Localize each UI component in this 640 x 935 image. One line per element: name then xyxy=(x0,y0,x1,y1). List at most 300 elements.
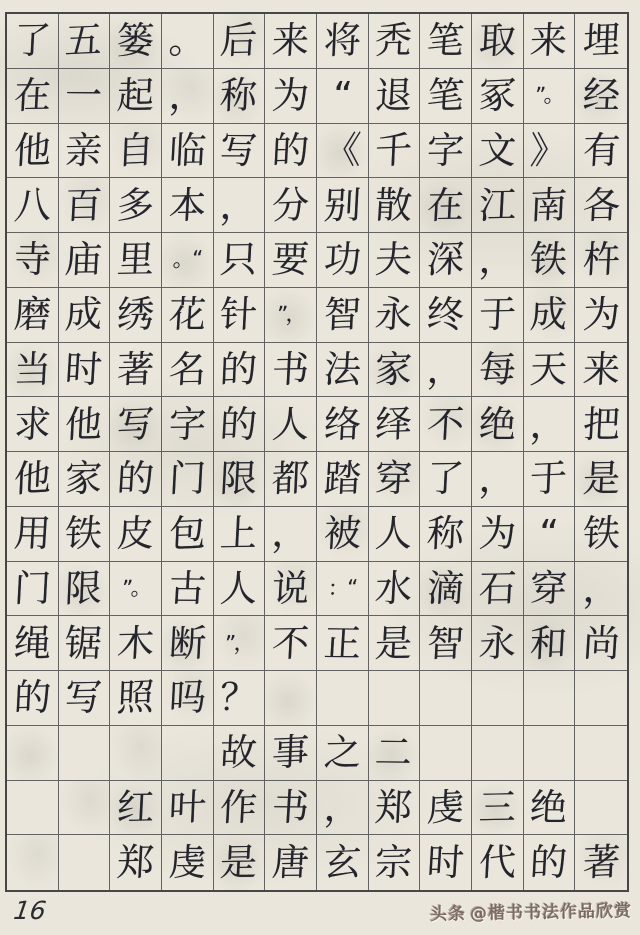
grid-cell xyxy=(214,452,266,507)
grid-cell xyxy=(317,781,369,836)
handwritten-character: 书 xyxy=(270,785,311,830)
handwritten-character: 在 xyxy=(12,73,52,118)
grid-cell xyxy=(472,616,524,671)
grid-cell xyxy=(59,233,111,288)
handwritten-character: ， xyxy=(477,238,517,282)
handwritten-character: 铁 xyxy=(529,238,569,282)
handwritten-character: 在 xyxy=(426,183,466,227)
handwritten-character: ？ xyxy=(219,676,259,720)
grid-cell xyxy=(472,452,524,507)
grid-cell xyxy=(162,616,214,671)
grid-cell xyxy=(162,14,214,69)
grid-cell xyxy=(420,178,472,233)
handwritten-character: 杵 xyxy=(581,238,621,282)
grid-cell xyxy=(265,233,317,288)
handwritten-character: 红 xyxy=(116,785,156,830)
handwritten-character: 铁 xyxy=(64,511,104,556)
grid-cell xyxy=(265,562,317,617)
handwritten-character: 人 xyxy=(374,511,414,556)
handwritten-character: “ xyxy=(331,74,354,118)
handwritten-character: 郑 xyxy=(374,785,414,830)
handwritten-character: 他 xyxy=(12,128,52,173)
handwritten-character: ”， xyxy=(224,630,254,656)
grid-cell xyxy=(214,835,266,890)
handwritten-character: 称 xyxy=(426,511,466,556)
handwritten-character: 庙 xyxy=(64,238,104,282)
handwritten-character: 后 xyxy=(219,19,259,63)
handwritten-character: 虔 xyxy=(426,785,466,830)
grid-cell xyxy=(7,726,59,781)
grid-cell xyxy=(317,288,369,343)
handwritten-character: 正 xyxy=(322,621,363,665)
grid-cell xyxy=(59,562,111,617)
handwritten-character: 人 xyxy=(219,566,259,611)
grid-cell xyxy=(110,233,162,288)
handwritten-character: “ xyxy=(538,512,560,556)
grid-cell xyxy=(575,616,627,671)
handwritten-character: 当 xyxy=(12,347,52,392)
handwritten-character: 是 xyxy=(374,621,414,665)
handwritten-character: 的 xyxy=(12,676,52,720)
handwritten-character: 绝 xyxy=(529,785,569,830)
grid-cell xyxy=(265,397,317,452)
grid-cell xyxy=(7,616,59,671)
handwritten-character: ， xyxy=(581,566,621,611)
grid-cell xyxy=(162,397,214,452)
grid-cell xyxy=(7,397,59,452)
grid-cell xyxy=(59,452,111,507)
handwritten-character: 三 xyxy=(477,785,517,830)
grid-cell xyxy=(524,726,576,781)
handwritten-character: 起 xyxy=(116,73,156,118)
grid-cell xyxy=(162,562,214,617)
grid-cell xyxy=(472,178,524,233)
handwritten-character: 玄 xyxy=(322,840,362,885)
calligraphy-grid xyxy=(5,12,629,892)
grid-cell xyxy=(369,671,421,726)
handwritten-character: 亲 xyxy=(64,128,104,173)
handwritten-character: 说 xyxy=(271,566,311,611)
grid-cell xyxy=(162,507,214,562)
handwritten-character: 络 xyxy=(322,402,362,446)
handwritten-character: 限 xyxy=(64,566,104,611)
grid-cell xyxy=(317,124,369,179)
handwritten-character: 作 xyxy=(219,785,259,830)
handwritten-character: 他 xyxy=(12,456,52,502)
handwritten-character: 分 xyxy=(271,182,311,228)
grid-cell xyxy=(575,452,627,507)
grid-cell xyxy=(59,69,111,124)
grid-cell xyxy=(369,726,421,781)
grid-cell xyxy=(110,507,162,562)
grid-cell xyxy=(7,452,59,507)
grid-cell xyxy=(265,343,317,398)
handwritten-character: 南 xyxy=(529,182,569,228)
handwritten-character: 尚 xyxy=(581,621,621,665)
grid-cell xyxy=(110,452,162,507)
grid-cell xyxy=(524,781,576,836)
handwritten-character: 智 xyxy=(426,621,466,665)
grid-cell xyxy=(59,616,111,671)
handwritten-character: 水 xyxy=(374,566,414,611)
handwritten-character: 江 xyxy=(477,183,517,227)
handwritten-character: 千 xyxy=(374,128,414,173)
grid-cell xyxy=(472,69,524,124)
grid-cell xyxy=(369,288,421,343)
handwritten-character: 笔 xyxy=(425,19,466,63)
handwritten-character: 二 xyxy=(374,730,414,775)
grid-cell xyxy=(59,14,111,69)
grid-cell xyxy=(369,835,421,890)
grid-cell xyxy=(110,562,162,617)
handwritten-character: 踏 xyxy=(322,457,362,501)
grid-cell xyxy=(265,726,317,781)
handwritten-character: ”。 xyxy=(534,82,564,108)
grid-cell xyxy=(317,343,369,398)
grid-cell xyxy=(369,452,421,507)
watermark-brand-label: 头条 xyxy=(429,904,467,925)
grid-cell xyxy=(59,397,111,452)
grid-cell xyxy=(110,343,162,398)
handwritten-character: 锯 xyxy=(64,621,104,665)
grid-cell xyxy=(369,507,421,562)
handwritten-character: 名 xyxy=(167,347,207,392)
handwritten-character: 石 xyxy=(477,566,517,611)
grid-cell xyxy=(317,178,369,233)
handwritten-character: 的 xyxy=(271,128,311,173)
grid-cell xyxy=(214,124,266,179)
handwritten-character: 包 xyxy=(167,511,207,556)
grid-cell xyxy=(59,288,111,343)
grid-cell xyxy=(575,178,627,233)
grid-cell xyxy=(7,288,59,343)
grid-cell xyxy=(110,397,162,452)
grid-cell xyxy=(265,616,317,671)
handwritten-character: 了 xyxy=(426,457,466,501)
handwritten-character: 和 xyxy=(529,621,569,665)
grid-cell xyxy=(317,835,369,890)
handwritten-character: ， xyxy=(529,402,569,446)
grid-cell xyxy=(265,835,317,890)
handwritten-character: 宗 xyxy=(374,840,414,885)
grid-cell xyxy=(59,671,111,726)
handwritten-character: ”， xyxy=(276,301,306,327)
grid-cell xyxy=(7,343,59,398)
handwritten-character: 寺 xyxy=(12,238,53,282)
grid-cell xyxy=(265,288,317,343)
grid-cell xyxy=(472,288,524,343)
grid-cell xyxy=(162,671,214,726)
grid-cell xyxy=(369,233,421,288)
grid-cell xyxy=(214,671,266,726)
handwritten-character: 的 xyxy=(115,457,156,501)
grid-cell xyxy=(575,507,627,562)
handwritten-character: 门 xyxy=(12,566,52,611)
handwritten-character: 散 xyxy=(374,183,414,227)
handwritten-character: 写 xyxy=(64,676,104,720)
grid-cell xyxy=(162,69,214,124)
grid-cell xyxy=(472,781,524,836)
grid-cell xyxy=(575,14,627,69)
grid-cell xyxy=(575,69,627,124)
handwritten-character: ， xyxy=(270,511,311,556)
handwritten-character: 要 xyxy=(270,238,311,282)
handwritten-character: 绝 xyxy=(477,402,518,446)
handwritten-character: 成 xyxy=(64,292,104,337)
grid-cell xyxy=(472,233,524,288)
grid-cell xyxy=(265,69,317,124)
handwritten-character: 经 xyxy=(581,73,621,118)
handwritten-character: 铁 xyxy=(581,511,621,556)
grid-cell xyxy=(524,124,576,179)
grid-cell xyxy=(59,781,111,836)
grid-cell xyxy=(575,397,627,452)
grid-cell xyxy=(265,124,317,179)
handwritten-character: 临 xyxy=(167,128,207,173)
handwritten-character: 人 xyxy=(271,402,311,446)
grid-cell xyxy=(214,562,266,617)
grid-cell xyxy=(575,671,627,726)
grid-cell xyxy=(265,452,317,507)
handwritten-character: 著 xyxy=(116,347,156,392)
handwritten-character: 用 xyxy=(12,511,53,556)
handwritten-character: 皮 xyxy=(116,511,156,556)
grid-cell xyxy=(162,452,214,507)
grid-cell xyxy=(110,726,162,781)
handwritten-character: 篓 xyxy=(116,19,156,63)
handwritten-character: 滴 xyxy=(425,566,466,611)
handwritten-character: 。 xyxy=(167,19,208,63)
grid-cell xyxy=(162,288,214,343)
handwritten-character: 为 xyxy=(271,73,311,118)
grid-cell xyxy=(524,562,576,617)
handwritten-character: 代 xyxy=(477,840,517,885)
handwritten-character: 八 xyxy=(12,182,52,228)
grid-cell xyxy=(420,726,472,781)
grid-cell xyxy=(59,178,111,233)
handwritten-character: 时 xyxy=(64,347,104,392)
handwritten-character: 每 xyxy=(477,347,517,392)
grid-cell xyxy=(59,124,111,179)
handwritten-character: 是 xyxy=(219,840,259,885)
handwritten-character: 文 xyxy=(477,128,518,173)
grid-cell xyxy=(420,233,472,288)
grid-cell xyxy=(524,397,576,452)
grid-cell xyxy=(59,726,111,781)
grid-cell xyxy=(420,562,472,617)
handwritten-character: 他 xyxy=(64,402,104,446)
grid-cell xyxy=(420,835,472,890)
grid-cell xyxy=(575,343,627,398)
grid-cell xyxy=(317,397,369,452)
handwritten-character: 五 xyxy=(64,18,104,64)
grid-cell xyxy=(162,835,214,890)
grid-cell xyxy=(317,671,369,726)
grid-cell xyxy=(317,562,369,617)
handwritten-character: 家 xyxy=(374,347,414,392)
handwritten-character: ， xyxy=(426,347,466,392)
grid-cell xyxy=(214,726,266,781)
handwritten-character: 《 xyxy=(322,128,362,173)
grid-cell xyxy=(214,343,266,398)
handwritten-character: 磨 xyxy=(12,292,52,337)
grid-cell xyxy=(265,178,317,233)
grid-cell xyxy=(575,562,627,617)
handwritten-character: 都 xyxy=(271,456,311,502)
handwritten-character: 一 xyxy=(64,73,104,118)
handwritten-character: 写 xyxy=(219,128,259,173)
handwritten-character: 字 xyxy=(426,128,466,173)
handwritten-character: 。“ xyxy=(172,246,202,272)
handwritten-character: 深 xyxy=(426,237,466,283)
grid-cell xyxy=(110,781,162,836)
handwritten-character: 被 xyxy=(322,511,362,556)
handwritten-character: 》 xyxy=(529,128,569,173)
handwritten-character: ， xyxy=(322,785,362,830)
handwritten-character: 书 xyxy=(271,347,311,392)
handwritten-character: 郑 xyxy=(116,840,156,885)
grid-cell xyxy=(420,124,472,179)
grid-cell xyxy=(110,14,162,69)
grid-cell xyxy=(472,397,524,452)
handwritten-character: 将 xyxy=(322,18,362,64)
handwritten-character: 的 xyxy=(219,402,259,446)
grid-cell xyxy=(524,288,576,343)
grid-cell xyxy=(162,233,214,288)
grid-cell xyxy=(162,726,214,781)
grid-cell xyxy=(420,616,472,671)
handwritten-character: 叶 xyxy=(167,785,207,830)
handwritten-character: 称 xyxy=(219,73,259,118)
handwritten-character: 不 xyxy=(426,402,466,446)
handwritten-character: ”。 xyxy=(121,575,151,601)
grid-cell xyxy=(369,616,421,671)
grid-cell xyxy=(7,178,59,233)
page-number: 16 xyxy=(11,896,48,925)
grid-cell xyxy=(7,781,59,836)
handwritten-character: 虔 xyxy=(167,840,208,885)
grid-cell xyxy=(7,835,59,890)
handwritten-character: 字 xyxy=(167,402,207,446)
grid-cell xyxy=(524,14,576,69)
grid-cell xyxy=(472,124,524,179)
grid-cell xyxy=(524,671,576,726)
handwritten-character: 针 xyxy=(219,292,259,337)
grid-cell xyxy=(472,671,524,726)
handwritten-character: 各 xyxy=(581,183,621,227)
grid-cell xyxy=(524,178,576,233)
grid-cell xyxy=(575,233,627,288)
handwritten-character: 是 xyxy=(581,457,621,501)
grid-cell xyxy=(524,343,576,398)
handwritten-character: 花 xyxy=(167,292,208,337)
handwritten-character: 多 xyxy=(115,183,156,227)
handwritten-character: 来 xyxy=(581,347,621,392)
handwritten-character: 为 xyxy=(477,511,517,556)
grid-cell xyxy=(317,14,369,69)
grid-cell xyxy=(369,562,421,617)
grid-cell xyxy=(7,14,59,69)
grid-cell xyxy=(110,124,162,179)
grid-cell xyxy=(524,835,576,890)
handwritten-character: 时 xyxy=(425,840,466,885)
grid-cell xyxy=(265,507,317,562)
grid-cell xyxy=(369,178,421,233)
grid-cell xyxy=(369,397,421,452)
grid-cell xyxy=(524,69,576,124)
grid-cell xyxy=(265,14,317,69)
grid-cell xyxy=(369,14,421,69)
grid-cell xyxy=(265,781,317,836)
handwritten-character: 秃 xyxy=(374,19,414,63)
grid-cell xyxy=(575,288,627,343)
grid-cell xyxy=(524,452,576,507)
handwritten-character: 终 xyxy=(425,292,466,337)
handwritten-character: 穿 xyxy=(529,566,569,611)
watermark-account-label: @楷书书法作品欣赏 xyxy=(469,901,633,925)
grid-cell xyxy=(420,343,472,398)
grid-cell xyxy=(110,671,162,726)
handwritten-character: 于 xyxy=(529,456,569,502)
grid-cell xyxy=(420,671,472,726)
grid-cell xyxy=(317,616,369,671)
grid-cell xyxy=(472,343,524,398)
handwritten-character: 于 xyxy=(477,292,517,337)
grid-cell xyxy=(7,507,59,562)
grid-cell xyxy=(524,616,576,671)
grid-cell xyxy=(59,343,111,398)
handwritten-character: 永 xyxy=(477,620,517,666)
grid-cell xyxy=(59,507,111,562)
handwritten-character: 绣 xyxy=(116,292,156,337)
grid-cell xyxy=(575,124,627,179)
handwritten-character: 只 xyxy=(219,238,259,282)
handwritten-character: 的 xyxy=(529,840,569,885)
grid-cell xyxy=(420,69,472,124)
grid-cell xyxy=(214,288,266,343)
grid-cell xyxy=(7,233,59,288)
grid-cell xyxy=(317,452,369,507)
handwritten-character: 退 xyxy=(374,73,414,118)
handwritten-character: 别 xyxy=(322,183,362,227)
grid-cell xyxy=(7,69,59,124)
handwritten-character: 木 xyxy=(116,621,156,665)
handwritten-character: 写 xyxy=(116,401,156,447)
grid-cell xyxy=(420,507,472,562)
handwritten-character: 穿 xyxy=(374,457,414,501)
grid-cell xyxy=(110,288,162,343)
grid-cell xyxy=(420,781,472,836)
handwritten-character: 限 xyxy=(219,457,259,501)
grid-cell xyxy=(369,124,421,179)
handwritten-character: 取 xyxy=(477,19,517,63)
handwritten-character: 笔 xyxy=(426,73,466,118)
grid-cell xyxy=(214,233,266,288)
handwritten-character: 为 xyxy=(581,292,621,337)
grid-cell xyxy=(214,14,266,69)
handwritten-character: 事 xyxy=(271,730,311,775)
grid-cell xyxy=(110,69,162,124)
handwritten-character: 里 xyxy=(116,238,156,282)
grid-cell xyxy=(472,507,524,562)
grid-cell xyxy=(317,726,369,781)
handwritten-character: 门 xyxy=(167,457,207,501)
watermark xyxy=(430,896,632,925)
handwritten-character: ， xyxy=(477,457,517,501)
handwritten-character: 智 xyxy=(322,292,362,337)
handwritten-character: 功 xyxy=(322,238,362,282)
grid-cell xyxy=(162,178,214,233)
